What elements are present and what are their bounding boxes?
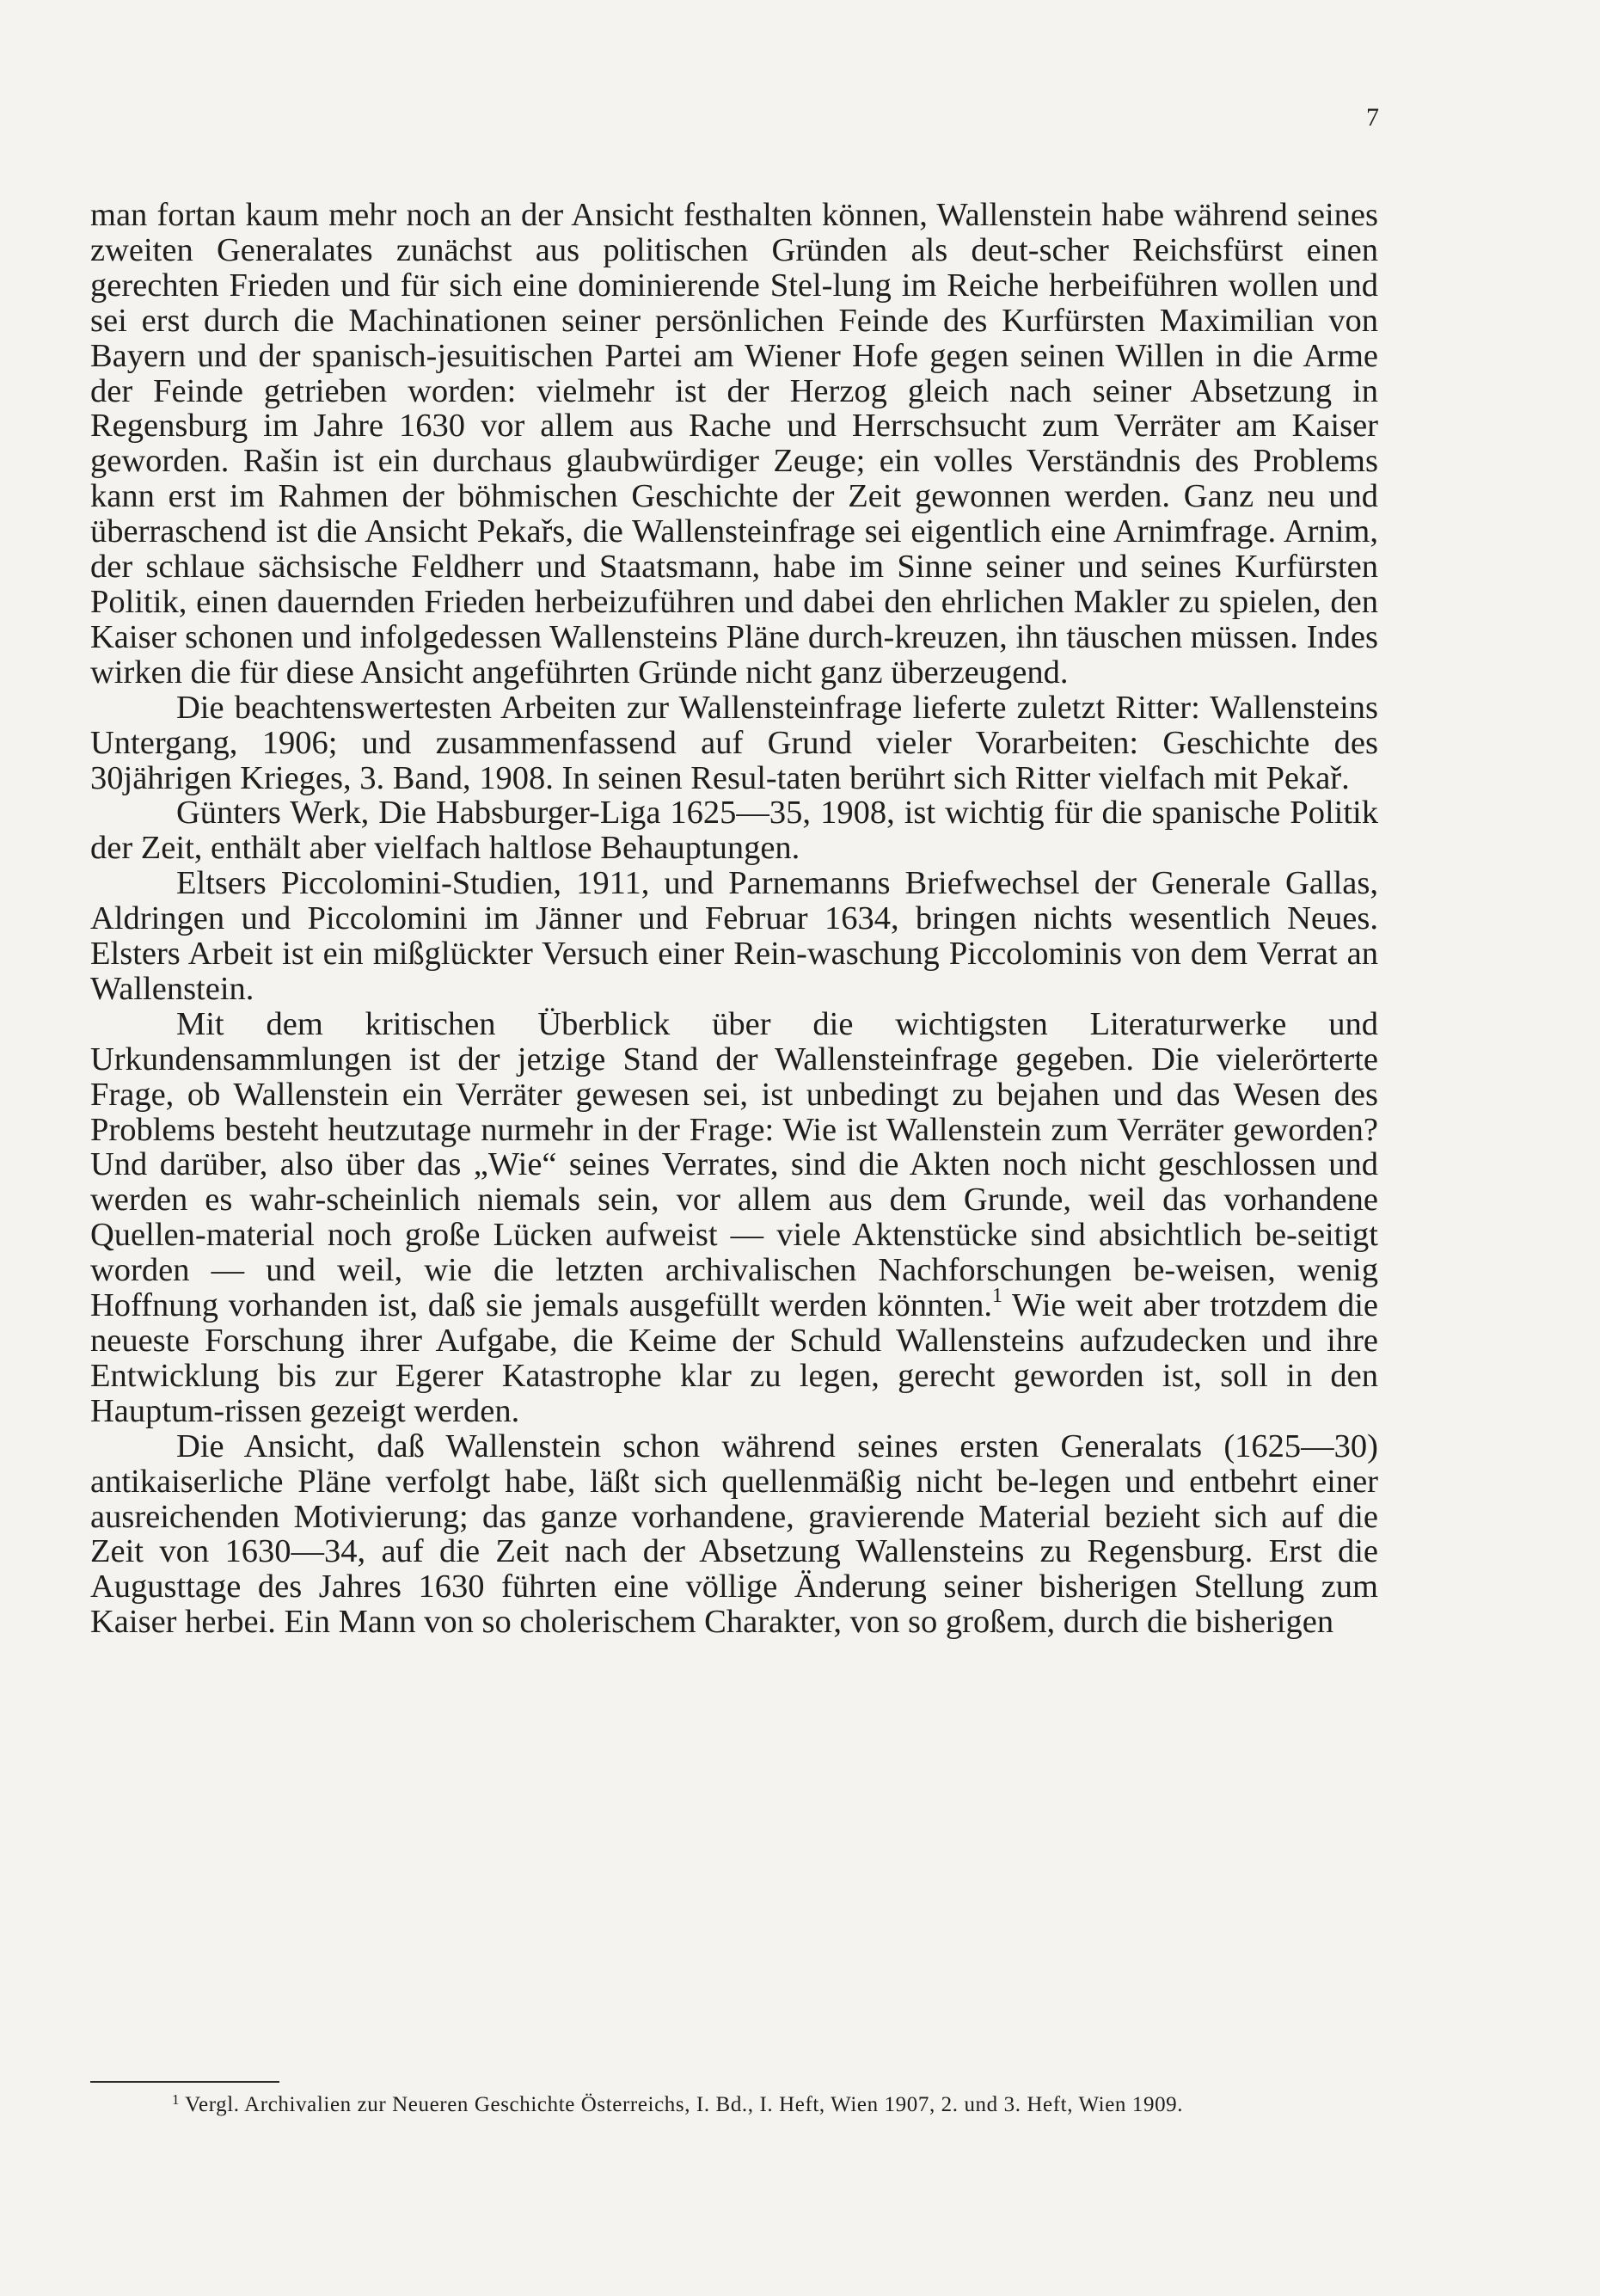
- paragraph-5: [90, 1007, 1378, 1429]
- paragraph-2: Die beachtenswertesten Arbeiten zur Wallensteinfrage lieferte zuletzt Ritter: Wallensteins Untergang, 1906; und zusammenfassend auf Grund vieler Vorarbeiten: Geschichte des 30jährigen Krieges, 3. Band, 1908. In seinen Resul-taten berührt sich Ritter vielfach mit Pekař.: [90, 689, 1378, 796]
- footnote-reference-mark: 1: [992, 1285, 1003, 1308]
- paragraph-1: man fortan kaum mehr noch an der Ansicht festhalten können, Wallenstein habe während seines zweiten Generalates zunächst aus politischen Gründen als deut-scher Reichsfürst einen gerechten Frieden und für sich eine dominierende Stel-lung im Reiche herbeiführen wollen und sei erst durch die Machinationen seiner persönlichen Feinde des Kurfürsten Maximilian von Bayern und der spanisch-jesuitischen Partei am Wiener Hofe gegen seinen Willen in die Arme der Feinde getrieben worden: vielmehr ist der Herzog gleich nach seiner Absetzung in Regensburg im Jahre 1630 vor allem aus Rache und Herrschsucht zum Verräter am Kaiser geworden. Rašin ist ein durchaus glaubwürdiger Zeuge; ein volles Verständnis des Problems kann erst im Rahmen der böhmischen Geschichte der Zeit gewonnen werden. Ganz neu und überraschend ist die Ansicht Pekařs, die Wallensteinfrage sei eigentlich eine Arnimfrage. Arnim, der schlaue sächsische Feldherr und Staatsmann, habe im Sinne seiner und seines Kurfürsten Politik, einen dauernden Frieden herbeizuführen und dabei den ehrlichen Makler zu spielen, den Kaiser schonen und infolgedessen Wallensteins Pläne durch-kreuzen, ihn täuschen müssen. Indes wirken die für diese Ansicht angeführten Gründe nicht ganz überzeugend.: [90, 197, 1378, 691]
- paragraph-5-text: Mit dem kritischen Überblick über die wichtigsten Literaturwerke und Urkundensammlungen ist der jetzige Stand der Wallensteinfrage gegeben. Die vielerörterte Frage, ob Wallenstein ein Verräter gewesen sei, ist unbedingt zu bejahen und das Wesen des Problems besteht heutzutage nurmehr in der Frage: Wie ist Wallenstein zum Verräter geworden? Und darüber, also über das „Wie“ seines Verrates, sind die Akten noch nicht geschlossen und werden es wahr-scheinlich niemals sein, vor allem aus dem Grunde, weil das vorhandene Quellen-material noch große Lücken aufweist — viele Aktenstücke sind absichtlich be-seitigt worden — und weil, wie die letzten archivalischen Nachforschungen be-weisen, wenig Hoffnung vorhanden ist, daß sie jemals ausgefüllt werden könnten.: [90, 1005, 1378, 1324]
- paragraph-6: Die Ansicht, daß Wallenstein schon während seines ersten Generalats (1625—30) antikaiserliche Pläne verfolgt habe, läßt sich quellenmäßig nicht be-legen und entbehrt einer ausreichenden Motivierung; das ganze vorhandene, gravierende Material bezieht sich auf die Zeit von 1630—34, auf die Zeit nach der Absetzung Wallensteins zu Regensburg. Erst die Augusttage des Jahres 1630 führten eine völlige Änderung seiner bisherigen Stellung zum Kaiser herbei. Ein Mann von so cholerischem Charakter, von so großem, durch die bisherigen: [90, 1427, 1378, 1641]
- body-text: [90, 198, 1378, 1640]
- footnote-number: 1: [172, 2091, 181, 2108]
- footnote-divider: [90, 2081, 279, 2083]
- paragraph-5-continuation: Wie weit aber trotzdem die neueste Forschung ihrer Aufgabe, die Keime der Schuld Wallensteins aufzudecken und ihre Entwicklung bis zur Egerer Katastrophe klar zu legen, gerecht geworden ist, soll in den Hauptum-rissen gezeigt werden.: [90, 1287, 1378, 1429]
- paragraph-3: Günters Werk, Die Habsburger-Liga 1625—35, 1908, ist wichtig für die spanische Politik der Zeit, enthält aber vielfach haltlose Behauptungen.: [90, 795, 1378, 867]
- page-number: 7: [1366, 103, 1379, 132]
- paragraph-4: Eltsers Piccolomini-Studien, 1911, und Parnemanns Briefwechsel der Generale Gallas, Aldringen und Piccolomini im Jänner und Februar 1634, bringen nichts wesentlich Neues. Elsters Arbeit ist ein mißglückter Versuch einer Rein-waschung Piccolominis von dem Verrat an Wallenstein.: [90, 865, 1378, 1007]
- footnote-text: Vergl. Archivalien zur Neueren Geschichte Österreichs, I. Bd., I. Heft, Wien 1907, 2. und 3. Heft, Wien 1909.: [185, 2093, 1184, 2116]
- footnote: [90, 2091, 1378, 2118]
